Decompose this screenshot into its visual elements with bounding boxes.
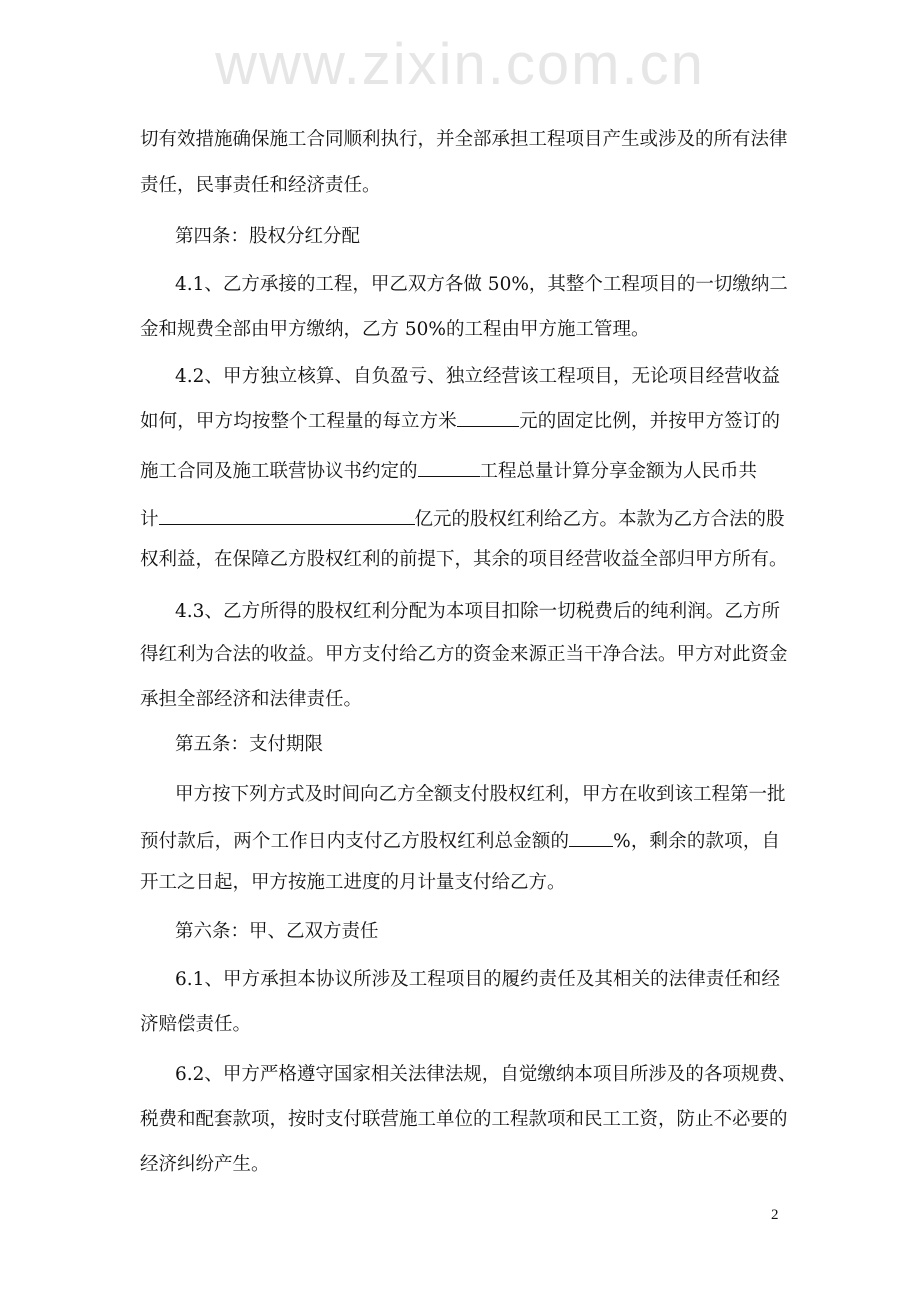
paragraph-line: 开工之日起，甲方按施工进度的月计量支付给乙方。: [140, 872, 566, 893]
page-number: 2: [771, 1207, 779, 1223]
text: 如何，甲方均按整个工程量的每立方米: [140, 411, 457, 432]
fill-blank-percent[interactable]: [569, 828, 613, 847]
paragraph-line: 得红利为合法的收益。甲方支付给乙方的资金来源正当干净合法。甲方对此资金: [140, 644, 788, 665]
text: %，剩余的款项，自: [613, 831, 780, 852]
paragraph-line: 税费和配套款项，按时支付联营施工单位的工程款项和民工工资，防止不必要的: [140, 1109, 788, 1130]
paragraph-line: 权利益，在保障乙方股权红利的前提下，其余的项目经营收益全部归甲方所有。: [140, 549, 788, 570]
paragraph-line: 切有效措施确保施工合同顺利执行，并全部承担工程项目产生或涉及的所有法律: [140, 129, 788, 150]
paragraph-line: [140, 828, 780, 854]
clause-4-2: 4.2、甲方独立核算、自负盈亏、独立经营该工程项目，无论项目经营收益: [175, 366, 780, 387]
paragraph-line: [140, 506, 785, 532]
fill-blank-project[interactable]: [418, 458, 480, 477]
article-heading-4: 第四条：股权分红分配: [175, 226, 361, 247]
clause-6-1: 6.1、甲方承担本协议所涉及工程项目的履约责任及其相关的法律责任和经: [175, 969, 780, 990]
clause-4-3: 4.3、乙方所得的股权红利分配为本项目扣除一切税费后的纯利润。乙方所: [175, 601, 780, 622]
paragraph-line: 责任，民事责任和经济责任。: [140, 175, 381, 196]
text: 施工合同及施工联营协议书约定的: [140, 461, 418, 482]
text: 亿元的股权红利给乙方。本款为乙方合法的股: [414, 509, 785, 530]
paragraph-line: [140, 458, 780, 484]
fill-blank-price-per-cubic-meter[interactable]: [457, 408, 519, 427]
paragraph-line: [140, 408, 780, 434]
text: 工程总量计算分享金额为人民币共: [479, 461, 758, 482]
paragraph-line: 承担全部经济和法律责任。: [140, 689, 363, 710]
paragraph-line: 甲方按下列方式及时间向乙方全额支付股权红利，甲方在收到该工程第一批: [175, 784, 786, 805]
text: 预付款后，两个工作日内支付乙方股权红利总金额的: [140, 831, 570, 852]
clause-6-2: 6.2、甲方严格遵守国家相关法律法规，自觉缴纳本项目所涉及的各项规费、: [175, 1064, 797, 1085]
paragraph-line: 济赔偿责任。: [140, 1014, 252, 1035]
watermark: www.zixin.com.cn: [215, 32, 705, 97]
paragraph-line: 经济纠纷产生。: [140, 1154, 270, 1175]
article-heading-5: 第五条：支付期限: [175, 734, 324, 755]
paragraph-line: 金和规费全部由甲方缴纳，乙方 50%的工程由甲方施工管理。: [140, 319, 650, 340]
clause-4-1: 4.1、乙方承接的工程，甲乙双方各做 50%，其整个工程项目的一切缴纳二: [175, 274, 788, 295]
text: 计: [140, 509, 159, 530]
text: 元的固定比例，并按甲方签订的: [518, 411, 780, 432]
fill-blank-total-amount[interactable]: [159, 506, 415, 525]
article-heading-6: 第六条：甲、乙双方责任: [175, 921, 379, 942]
